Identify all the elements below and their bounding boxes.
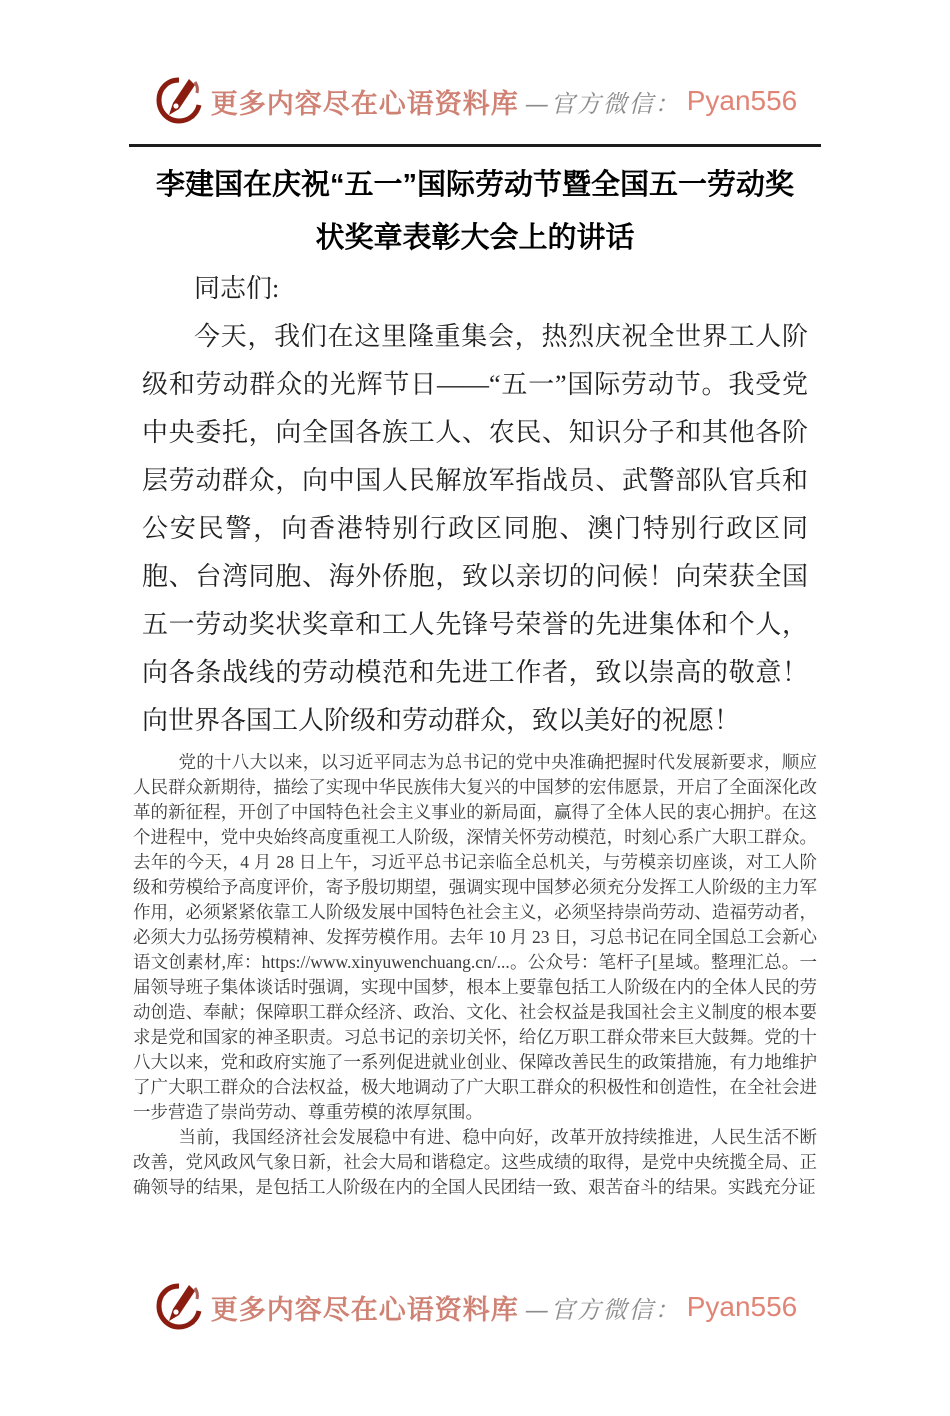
body-paragraph-18th-congress: 党的十八大以来，以习近平同志为总书记的党中央准确把握时代发展新要求，顺应人民群众新期待，描绘了实现中华民族伟大复兴的中国梦的宏伟愿景，开启了全面深化改革的新征程，开创了中国特色社会主义事业的新局面，赢得了全体人民的衷心拥护。在这个进程中，党中央始终高度重视工人阶级，深情关怀劳动模范，时刻心系广大职工群众。去年的今天，4 月 28 日上午，习近平总书记亲临全总机关，与劳模亲切座谈，对工人阶级和劳模给予高度评价，寄予殷切期望，强调实现中国梦必须充分发挥工人阶级的主力军作用，必须紧紧依靠工人阶级发展中国特色社会主义，必须坚持崇尚劳动、造福劳动者，必须大力弘扬劳模精神、发挥劳模作用。去年 10 月 23 日，习总书记在同全国总工会新心语文创素材,库：https://www.xinyuwenchuang.cn/...。公众号：笔杆子[星域。整理汇总。一届领导班子集体谈话时强调，实现中国梦，根本上要靠包括工人阶级在内的全体人民的劳动创造、奉献；保障职工群众经济、政治、文化、社会权益是我国社会主义制度的根本要求是党和国家的神圣职责。习总书记的亲切关怀，给亿万职工群众带来巨大鼓舞。党的十八大以来，党和政府实施了一系列促进就业创业、保障改善民生的政策措施，有力地维护了广大职工群众的合法权益，极大地调动了广大职工群众的积极性和创造性，在全社会进一步营造了崇尚劳动、尊重劳模的浓厚氛围。 xyxy=(133,752,817,1122)
header-divider-line xyxy=(129,144,821,147)
footer-watermark xyxy=(0,1278,950,1336)
watermark-channel-label: —官方微信： xyxy=(524,1295,681,1324)
header-watermark xyxy=(0,72,950,130)
watermark-brand-text: 更多内容尽在心语资料库 xyxy=(210,88,519,119)
watermark-brand-text: 更多内容尽在心语资料库 xyxy=(210,1294,519,1325)
document-title: 李建国在庆祝“五一”国际劳动节暨全国五一劳动奖状奖章表彰大会上的讲话 xyxy=(155,169,794,254)
watermark-wechat-account: Pyan556 xyxy=(686,1291,798,1322)
body-paragraph-current-situation: 当前，我国经济社会发展稳中有进、稳中向好，改革开放持续推进，人民生活不断改善，党风政风气象日新，社会大局和谐稳定。这些成绩的取得，是党中央统揽全局、正确领导的结果，是包括工人阶级在内的全国人民团结一致、艰苦奋斗的结果。实践充分证 xyxy=(133,1127,817,1197)
document-page xyxy=(0,72,950,1416)
pen-swirl-logo-icon xyxy=(153,73,205,129)
pen-swirl-logo-icon xyxy=(153,1279,205,1335)
pen-nib xyxy=(169,79,195,115)
watermark-wechat-account: Pyan556 xyxy=(686,85,798,116)
watermark-channel-label: —官方微信： xyxy=(524,89,681,118)
salutation-paragraph: 同志们: xyxy=(194,274,280,303)
body-paragraph-greeting: 今天，我们在这里隆重集会，热烈庆祝全世界工人阶级和劳动群众的光辉节日——“五一”国际劳动节。我受党中央委托，向全国各族工人、农民、知识分子和其他各阶层劳动群众，向中国人民解放军指战员、武警部队官兵和公安民警，向香港特别行政区同胞、澳门特别行政区同胞、台湾同胞、海外侨胞，致以亲切的问候！向荣获全国五一劳动奖状奖章和工人先锋号荣誉的先进集体和个人，向各条战线的劳动模范和先进工作者，致以崇高的敬意！向世界各国工人阶级和劳动群众，致以美好的祝愿！ xyxy=(142,322,808,735)
document-content xyxy=(0,159,950,1200)
pen-nib xyxy=(169,1285,195,1321)
